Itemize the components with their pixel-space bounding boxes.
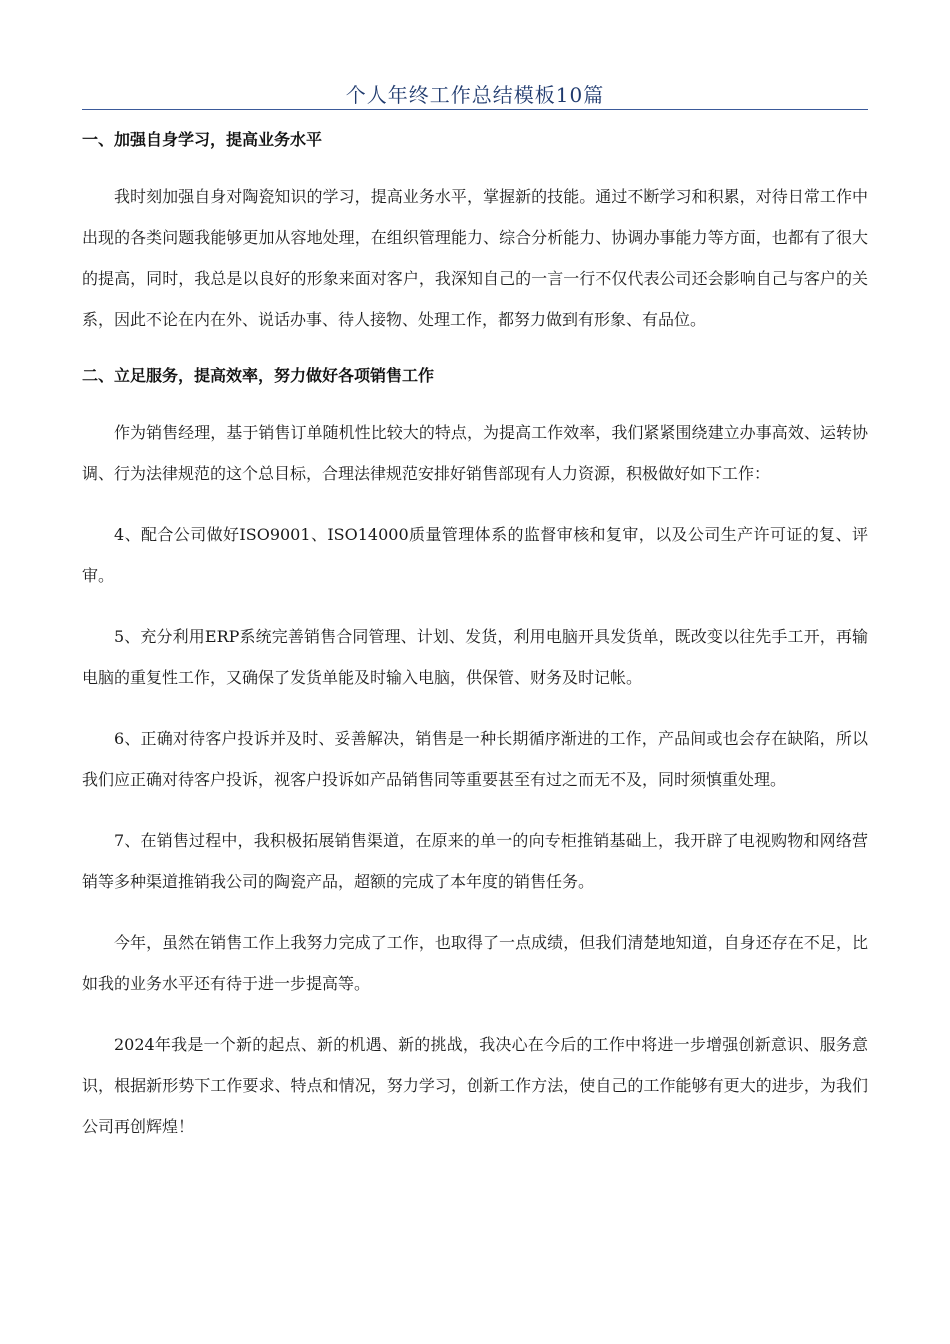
list-item-7: 7、在销售过程中，我积极拓展销售渠道，在原来的单一的向专柜推销基础上，我开辟了电视购物和网络营销等多种渠道推销我公司的陶瓷产品，超额的完成了本年度的销售任务。 [82,831,868,891]
list-item-5: 5、充分利用ERP系统完善销售合同管理、计划、发货，利用电脑开具发货单，既改变以往先手工开，再输电脑的重复性工作，又确保了发货单能及时输入电脑，供保管、财务及时记帐。 [82,627,868,687]
list-item-6: 6、正确对待客户投诉并及时、妥善解决，销售是一种长期循序渐进的工作，产品间或也会存在缺陷，所以我们应正确对待客户投诉，视客户投诉如产品销售同等重要甚至有过之而无不及，同时须慎重处理。 [82,729,868,789]
paragraph-3: 今年，虽然在销售工作上我努力完成了工作，也取得了一点成绩，但我们清楚地知道，自身还存在不足，比如我的业务水平还有待于进一步提高等。 [82,933,868,993]
title-underline [82,109,868,110]
list-item-4: 4、配合公司做好ISO9001、ISO14000质量管理体系的监督审核和复审，以及公司生产许可证的复、评审。 [82,525,868,585]
paragraph-2: 作为销售经理，基于销售订单随机性比较大的特点，为提高工作效率，我们紧紧围绕建立办事高效、运转协调、行为法律规范的这个总目标，合理法律规范安排好销售部现有人力资源，积极做好如下工作： [82,423,868,483]
section-heading-1: 一、加强自身学习，提高业务水平 [82,130,323,149]
document-title: 个人年终工作总结模板10篇 [345,83,605,107]
paragraph-4: 2024年我是一个新的起点、新的机遇、新的挑战，我决心在今后的工作中将进一步增强创新意识、服务意识，根据新形势下工作要求、特点和情况，努力学习，创新工作方法，使自己的工作能够有更大的进步，为我们公司再创辉煌！ [82,1035,868,1136]
paragraph-1: 我时刻加强自身对陶瓷知识的学习，提高业务水平，掌握新的技能。通过不断学习和积累，对待日常工作中出现的各类问题我能够更加从容地处理，在组织管理能力、综合分析能力、协调办事能力等方面，也都有了很大的提高，同时，我总是以良好的形象来面对客户，我深知自己的一言一行不仅代表公司还会影响自己与客户的关系，因此不论在内在外、说话办事、待人接物、处理工作，都努力做到有形象、有品位。 [82,187,868,329]
document-body [82,124,868,1167]
section-heading-2: 二、立足服务，提高效率，努力做好各项销售工作 [82,366,435,385]
